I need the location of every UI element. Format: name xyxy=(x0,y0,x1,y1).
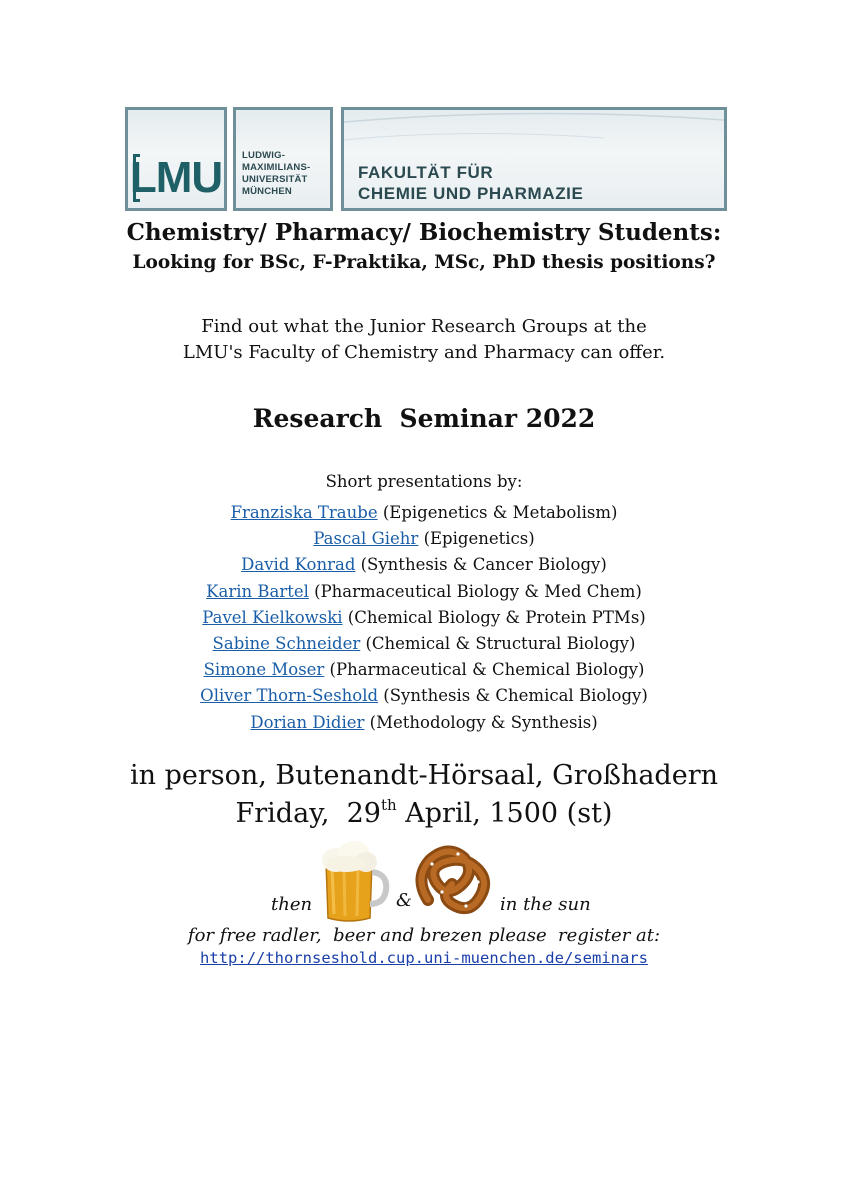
date-ordinal: th xyxy=(380,796,397,814)
presenter-topic: (Pharmaceutical & Chemical Biology) xyxy=(324,660,645,680)
register-text: for free radler, beer and brezen please register at: xyxy=(187,925,661,946)
presenter-item xyxy=(0,657,848,683)
university-name-line: UNIVERSITÄT xyxy=(242,174,308,185)
presenter-topic: (Pharmaceutical Biology & Med Chem) xyxy=(308,581,642,601)
presenter-topic: (Chemical & Structural Biology) xyxy=(360,634,636,654)
presenter-link[interactable]: David Konrad xyxy=(241,555,356,575)
presenter-link[interactable]: Franziska Traube xyxy=(230,503,378,522)
presenter-item xyxy=(0,500,848,526)
presenter-link[interactable]: Pavel Kielkowski xyxy=(202,607,343,627)
presentations-heading: Short presentations by: xyxy=(325,472,523,491)
beer-mug-icon xyxy=(312,838,392,926)
presenter-item xyxy=(0,605,848,631)
faculty-name xyxy=(358,162,583,204)
lmu-wordmark: LMU xyxy=(129,153,223,202)
seminar-title xyxy=(0,402,848,436)
presenter-item xyxy=(0,683,848,709)
faculty-name-box xyxy=(341,107,727,211)
presenter-topic: (Methodology & Synthesis) xyxy=(364,712,598,732)
intro-text xyxy=(0,314,848,366)
subheadline: Looking for BSc, F-Praktika, MSc, PhD thesis positions? xyxy=(132,252,716,273)
university-name-line: LUDWIG- xyxy=(242,150,286,161)
seminar-title-text: Research Seminar 2022 xyxy=(252,404,596,433)
presenter-item xyxy=(0,710,848,736)
presenter-item xyxy=(0,552,848,578)
presenter-link[interactable]: Oliver Thorn-Seshold xyxy=(200,686,379,706)
event-date xyxy=(0,796,848,832)
university-name-line: MAXIMILIANS- xyxy=(242,162,311,173)
lmu-logo xyxy=(125,107,227,211)
presenter-topic: (Synthesis & Cancer Biology) xyxy=(355,555,607,575)
faculty-name-line: FAKULTÄT FÜR xyxy=(358,163,494,182)
faculty-name-line: CHEMIE UND PHARMAZIE xyxy=(358,184,584,203)
date-suffix: April, 1500 (st) xyxy=(396,798,613,829)
ampersand-text: & xyxy=(396,890,413,911)
university-name xyxy=(242,150,333,198)
presenter-link[interactable]: Dorian Didier xyxy=(250,712,365,732)
university-name-line: MÜNCHEN xyxy=(242,186,292,197)
register-link[interactable]: http://thornseshold.cup.uni-muenchen.de/seminars xyxy=(200,949,648,967)
intro-line: Find out what the Junior Research Groups at the xyxy=(201,316,647,337)
university-name-box xyxy=(233,107,333,211)
in-the-sun-text: in the sun xyxy=(500,894,591,915)
pretzel-icon xyxy=(412,842,494,922)
register-url xyxy=(0,948,848,968)
presenter-topic: (Epigenetics & Metabolism) xyxy=(377,503,618,522)
date-prefix: Friday, 29 xyxy=(235,798,381,829)
presenter-list xyxy=(0,500,848,736)
headline: Chemistry/ Pharmacy/ Biochemistry Students: xyxy=(126,219,722,246)
presenter-item xyxy=(0,579,848,605)
presenter-item xyxy=(0,631,848,657)
presenter-topic: (Epigenetics) xyxy=(418,529,535,549)
then-text: then xyxy=(271,894,313,915)
presenter-link[interactable]: Pascal Giehr xyxy=(313,529,419,549)
presenter-link[interactable]: Simone Moser xyxy=(203,660,325,680)
presenter-link[interactable]: Sabine Schneider xyxy=(212,634,361,654)
venue: in person, Butenandt-Hörsaal, Großhadern xyxy=(129,760,718,791)
intro-line: LMU's Faculty of Chemistry and Pharmacy can offer. xyxy=(182,342,666,363)
presenter-item xyxy=(0,526,848,552)
presenter-topic: (Synthesis & Chemical Biology) xyxy=(378,686,648,706)
refreshments-line xyxy=(0,838,848,928)
presenter-topic: (Chemical Biology & Protein PTMs) xyxy=(342,607,646,627)
presenter-link[interactable]: Karin Bartel xyxy=(206,581,309,601)
lmu-logo-banner xyxy=(125,107,727,211)
